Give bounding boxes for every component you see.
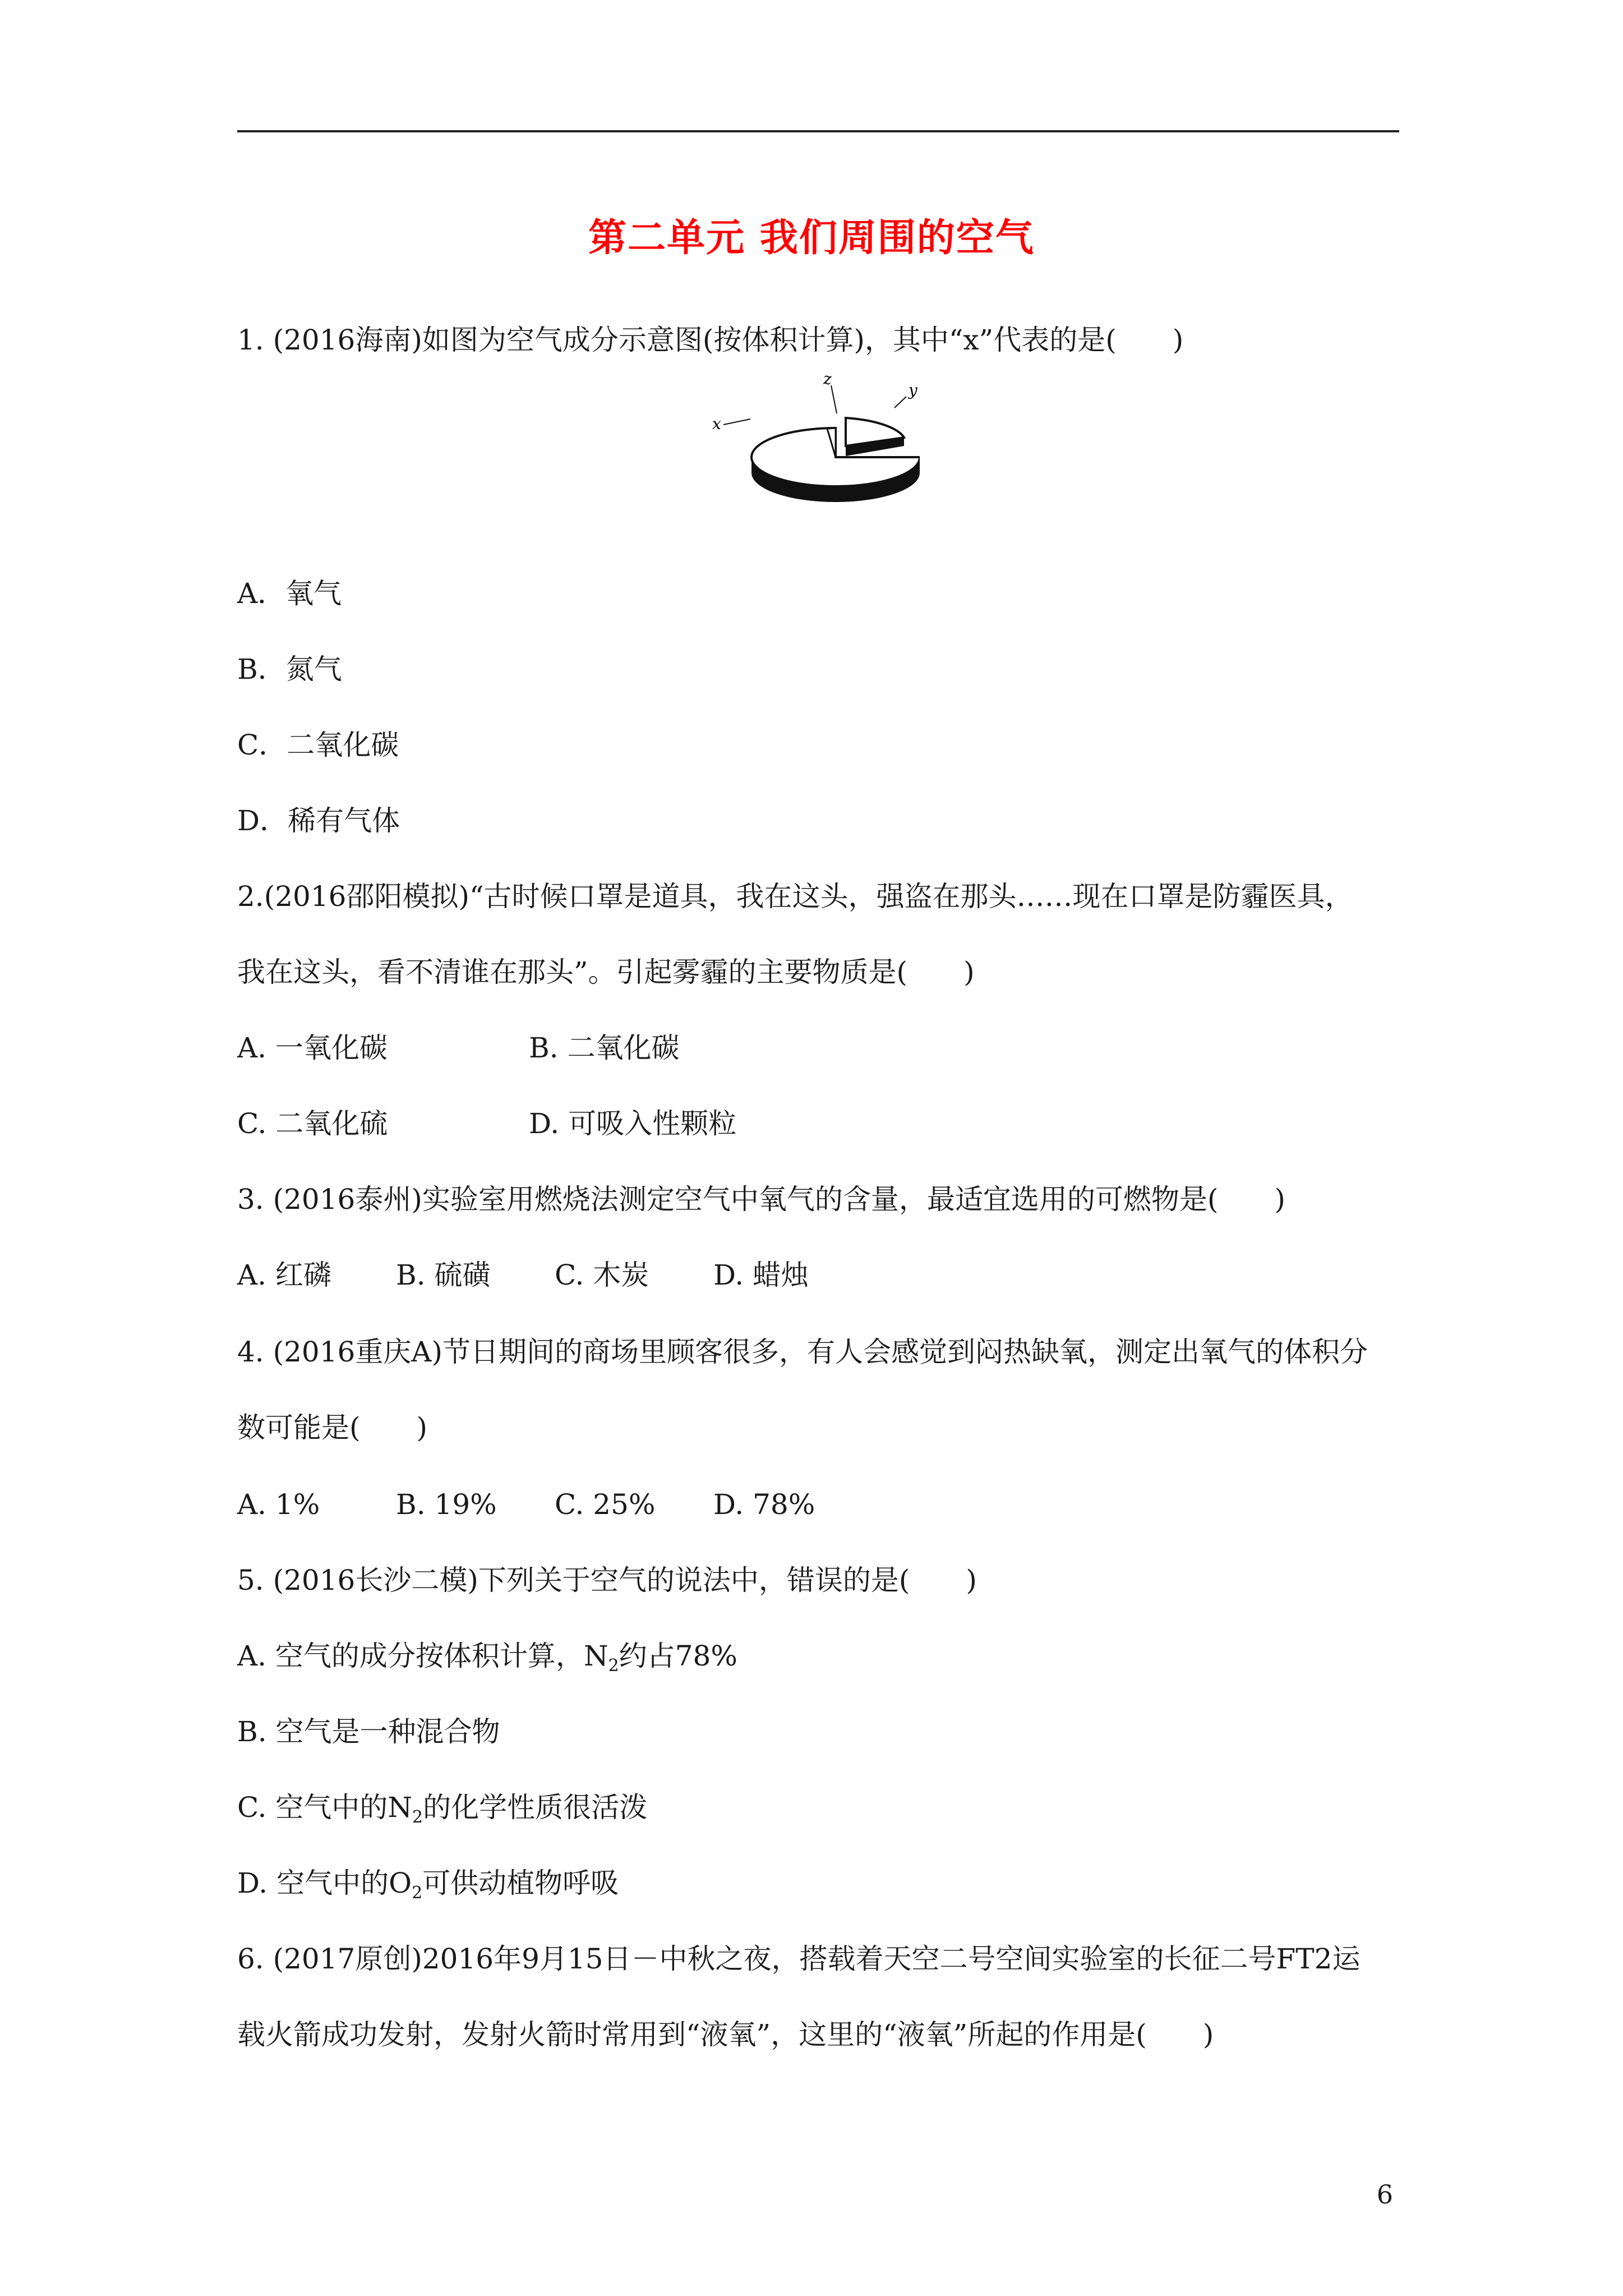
air-composition-pie-figure [712,367,920,522]
q5-option-b: B. 空气是一种混合物 [237,1715,500,1748]
q5-option-a-text: A. 空气的成分按体积计算，N [237,1640,608,1672]
q6-stem-line1: 6. (2017原创)2016年9月15日－中秋之夜，搭载着天空二号空间实验室的长征二号FT2运 [237,1943,1361,1975]
pie-label-z: z [823,370,832,388]
q3-option-c: C. 木炭 [555,1259,649,1291]
q3-option-d: D. 蜡烛 [713,1259,809,1291]
q5-option-a-text-post: 约占78% [619,1640,737,1672]
q5-option-d-sub: 2 [412,1883,423,1903]
q2-option-b: B. 二氧化碳 [529,1032,680,1064]
q5-option-d [237,1866,619,1910]
q1-option-c: C．二氧化碳 [237,729,399,761]
page-number: 6 [1376,2179,1393,2210]
q5-option-a-sub: 2 [608,1656,619,1676]
pie-label-x: x [712,415,721,433]
q2-stem-line2: 我在这头，看不清谁在那头”。引起雾霾的主要物质是( ) [237,956,975,988]
q5-option-c-sub: 2 [412,1807,423,1827]
q5-stem: 5. (2016长沙二模)下列关于空气的说法中，错误的是( ) [237,1564,977,1596]
q5-option-c-text-post: 的化学性质很活泼 [423,1791,648,1824]
q1-stem: 1. (2016海南)如图为空气成分示意图(按体积计算)，其中“x”代表的是( ) [237,324,1184,356]
q2-option-c: C. 二氧化硫 [237,1107,388,1140]
q5-option-c [237,1791,647,1834]
q3-option-a: A. 红磷 [237,1259,331,1291]
q5-option-c-text: C. 空气中的N [237,1791,413,1824]
q4-option-b: B. 19% [396,1488,497,1521]
q2-option-a: A. 一氧化碳 [237,1032,388,1064]
q2-stem-line1: 2.(2016邵阳模拟)“古时候口罩是道具，我在这头，强盗在那头……现在口罩是防霾医具， [237,880,1353,913]
q5-option-d-text: D. 空气中的O [237,1867,412,1899]
q3-option-b: B. 硫磺 [396,1259,491,1291]
q5-option-d-text-post: 可供动植物呼吸 [422,1867,619,1899]
q4-stem-line1: 4. (2016重庆A)节日期间的商场里顾客很多，有人会感觉到闷热缺氧，测定出氧气的体积分 [237,1336,1368,1368]
q2-option-d: D. 可吸入性颗粒 [529,1107,737,1140]
q4-option-d: D. 78% [713,1488,815,1521]
q5-option-a [237,1639,737,1683]
q4-stem-line2: 数可能是( ) [237,1411,428,1444]
pie-label-y: y [909,381,917,399]
header-rule [237,130,1399,132]
q1-option-d: D．稀有气体 [237,804,400,837]
q4-option-c: C. 25% [555,1488,656,1521]
q1-option-b: B．氮气 [237,653,342,685]
q4-option-a: A. 1% [237,1488,320,1521]
q6-stem-line2: 载火箭成功发射，发射火箭时常用到“液氧”，这里的“液氧”所起的作用是( ) [237,2018,1214,2051]
q1-option-a: A．氧气 [237,577,342,610]
q3-stem: 3. (2016泰州)实验室用燃烧法测定空气中氧气的含量，最适宜选用的可燃物是( ) [237,1183,1285,1216]
page-title: 第二单元 我们周围的空气 [588,216,1035,260]
